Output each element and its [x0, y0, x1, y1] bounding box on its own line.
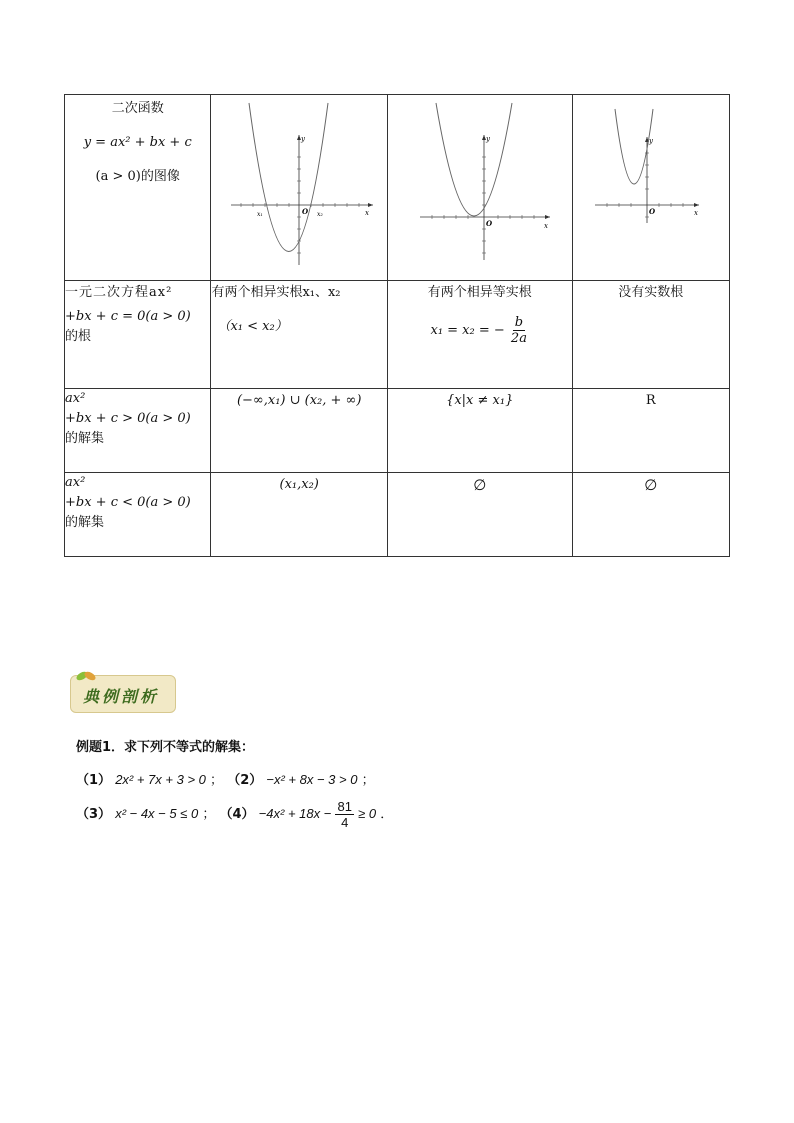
section-badge-label: 典例剖析 — [83, 687, 160, 706]
example-row-1 — [76, 769, 375, 788]
problem-4-end: ． — [380, 807, 394, 822]
row3-label-line3: 的解集 — [65, 431, 105, 446]
row2-col3-fraction — [509, 315, 529, 346]
row4-label-line2: +bx + c < 0(a > 0) — [65, 495, 191, 510]
row4-label-line3: 的解集 — [65, 515, 105, 530]
row1-label-line1: 二次函数 — [111, 101, 164, 116]
parabola-two-roots-graph — [211, 95, 387, 280]
problem-2-sep: ； — [361, 773, 375, 788]
problem-1-label: （1） — [76, 773, 112, 788]
graph-two-roots-cell — [211, 95, 388, 281]
row3-col2-text: (−∞,x₁) ∪ (x₂, + ∞) — [236, 393, 362, 408]
row2-col3-frac-den: 2a — [510, 331, 527, 346]
row2-double-root-cell — [387, 281, 572, 389]
graph-double-root-cell — [387, 95, 572, 281]
row3-col3-cell — [387, 389, 572, 473]
problem-3-sep: ； — [202, 807, 216, 822]
g1-root1-label: x₁ — [257, 211, 264, 218]
row2-label-line3: 的根 — [65, 329, 92, 344]
graph-no-root-cell — [572, 95, 730, 281]
g3-y-label: y — [648, 137, 653, 145]
row2-col2-line1: 有两个相异实根x₁、x₂ — [211, 285, 341, 300]
row2-two-roots-cell — [211, 281, 388, 389]
problem-4-frac-num: 81 — [337, 799, 352, 814]
g1-y-label: y — [301, 135, 306, 143]
table-row-graph — [65, 95, 730, 281]
problem-4-frac-den: 4 — [341, 815, 349, 830]
row3-label-line2: +bx + c > 0(a > 0) — [65, 411, 191, 426]
section-badge — [70, 675, 176, 713]
row2-label-line2: +bx + c = 0(a > 0) — [65, 309, 191, 324]
table-row-roots — [65, 281, 730, 389]
row3-col4-text: R — [645, 393, 656, 408]
problem-1-sep: ； — [210, 773, 224, 788]
table-row-less — [65, 473, 730, 557]
row4-col3-text: ∅ — [473, 476, 487, 494]
row3-label-line1: ax² — [65, 391, 86, 406]
row4-col2-cell — [211, 473, 388, 557]
problem-4-left: −4x² + 18x − — [258, 806, 332, 821]
row2-col3-formula — [388, 315, 572, 346]
g2-origin-label: O — [485, 219, 493, 228]
row4-label-line1: ax² — [65, 475, 86, 490]
example-row-2 — [76, 799, 393, 830]
parabola-no-root-graph — [573, 95, 730, 280]
problem-1-inequality: 2x² + 7x + 3 > 0 — [115, 772, 206, 787]
row3-label-cell — [65, 389, 211, 473]
parabola-double-root-graph — [388, 95, 572, 280]
row4-col3-cell — [387, 473, 572, 557]
row2-col3-title: 有两个相异等实根 — [427, 285, 532, 300]
row1-label-line3: (a > 0)的图像 — [95, 169, 180, 184]
leaf-icon — [75, 668, 97, 684]
row2-col3-eq-left: x₁ = x₂ = − — [430, 323, 505, 338]
row3-col3-text: {x|x ≠ x₁} — [446, 393, 514, 408]
row4-col2-text: (x₁,x₂) — [279, 477, 319, 492]
g3-x-label: x — [693, 209, 698, 217]
g2-x-label: x — [543, 222, 548, 230]
row2-label-line1: 一元二次方程ax² — [65, 285, 173, 300]
row2-label-cell — [65, 281, 211, 389]
row4-col4-text: ∅ — [644, 476, 658, 494]
row2-col4-text: 没有实数根 — [618, 285, 684, 300]
row3-col2-cell — [211, 389, 388, 473]
problem-2-inequality: −x² + 8x − 3 > 0 — [266, 772, 358, 787]
problem-2-label: （2） — [227, 773, 263, 788]
row1-label-cell — [65, 95, 211, 281]
g2-y-label: y — [485, 135, 490, 143]
problem-3-inequality: x² − 4x − 5 ≤ 0 — [115, 806, 199, 821]
row4-col4-cell — [572, 473, 730, 557]
problem-4-right: ≥ 0 — [358, 806, 377, 821]
row2-no-root-cell — [572, 281, 730, 389]
problem-3-label: （3） — [76, 807, 112, 822]
row1-label-line2: y = ax² + bx + c — [83, 135, 192, 150]
problem-4-fraction — [335, 799, 353, 830]
g3-origin-label: O — [648, 207, 655, 216]
g1-x-label: x — [365, 209, 370, 217]
quadratic-summary-table — [64, 94, 730, 557]
row4-label-cell — [65, 473, 211, 557]
example-title — [76, 736, 254, 755]
table-row-greater — [65, 389, 730, 473]
example-title-text: 例题1．求下列不等式的解集： — [76, 740, 255, 755]
row2-col2-line2: （x₁ < x₂） — [217, 319, 288, 334]
row3-col4-cell — [572, 389, 730, 473]
g1-root2-label: x₂ — [317, 211, 324, 218]
row2-col3-frac-num: b — [514, 315, 524, 330]
problem-4-label: （4） — [219, 807, 255, 822]
g1-origin-label: O — [302, 207, 309, 216]
